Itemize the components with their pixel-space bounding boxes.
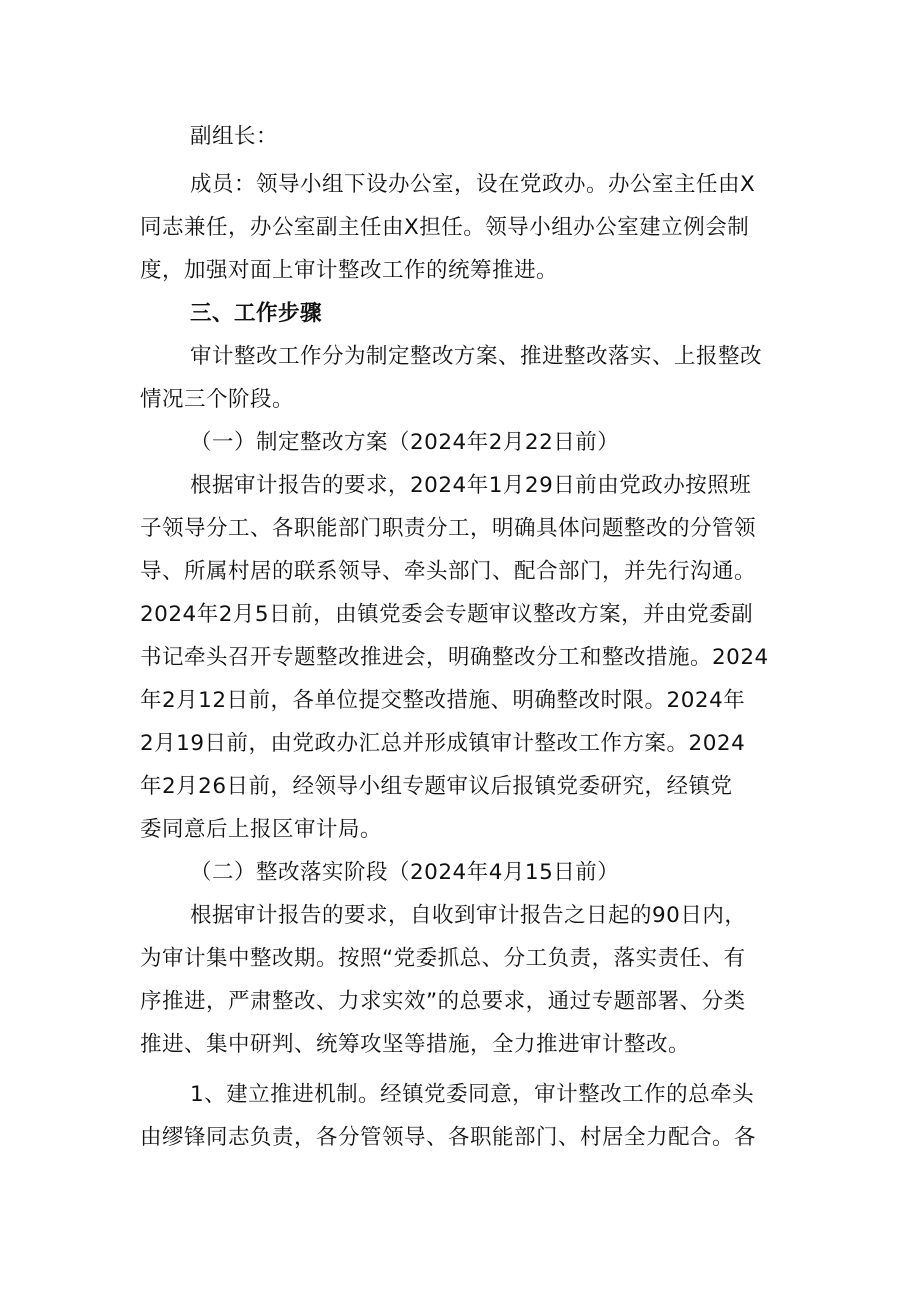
text-line: 序推进，严肃整改、力求实效”的总要求，通过专题部署、分类 — [140, 989, 746, 1014]
text-line: 子领导分工、各职能部门职责分工，明确具体问题整改的分管领 — [140, 516, 757, 541]
text-line: 根据审计报告的要求，自收到审计报告之日起的90日内， — [190, 903, 747, 928]
text-line: 成员：领导小组下设办公室，设在党政办。办公室主任由X — [190, 172, 756, 197]
text-line: 副组长： — [190, 124, 279, 149]
text-line: 同志兼任，办公室副主任由X担任。领导小组办公室建立例会制 — [140, 215, 750, 240]
text-line: 年2月12日前，各单位提交整改措施、明确整改时限。2024年 — [140, 688, 746, 713]
text-line: 度，加强对面上审计整改工作的统筹推进。 — [140, 258, 559, 283]
text-line: 书记牵头召开专题整改推进会，明确整改分工和整改措施。2024 — [140, 645, 769, 670]
text-line: 审计整改工作分为制定整改方案、推进整改落实、上报整改 — [190, 344, 763, 369]
text-line: 1、建立推进机制。经镇党委同意，审计整改工作的总牵头 — [190, 1082, 755, 1107]
text-line: 推进、集中研判、统筹攻坚等措施，全力推进审计整改。 — [140, 1032, 691, 1057]
text-line: 情况三个阶段。 — [140, 387, 295, 412]
text-line: 导、所属村居的联系领导、牵头部门、配合部门，并先行沟通。 — [140, 559, 757, 584]
subsection-heading: （一）制定整改方案（2024年2月22日前） — [190, 430, 620, 455]
text-line: 2月19日前，由党政办汇总并形成镇审计整改工作方案。2024 — [140, 731, 746, 756]
text-line: 年2月26日前，经领导小组专题审议后报镇党委研究，经镇党 — [140, 774, 733, 799]
section-heading: 三、工作步骤 — [190, 301, 323, 326]
text-line: 委同意后上报区审计局。 — [140, 817, 383, 842]
text-line: 由缪锋同志负责，各分管领导、各职能部门、村居全力配合。各 — [140, 1125, 757, 1150]
text-line: 根据审计报告的要求，2024年1月29日前由党政办按照班 — [190, 473, 752, 498]
text-line: 为审计集中整改期。按照“党委抓总、分工负责，落实责任、有 — [140, 946, 746, 971]
text-line: 2024年2月5日前，由镇党委会专题审议整改方案，并由党委副 — [140, 602, 754, 627]
subsection-heading: （二）整改落实阶段（2024年4月15日前） — [190, 860, 620, 885]
